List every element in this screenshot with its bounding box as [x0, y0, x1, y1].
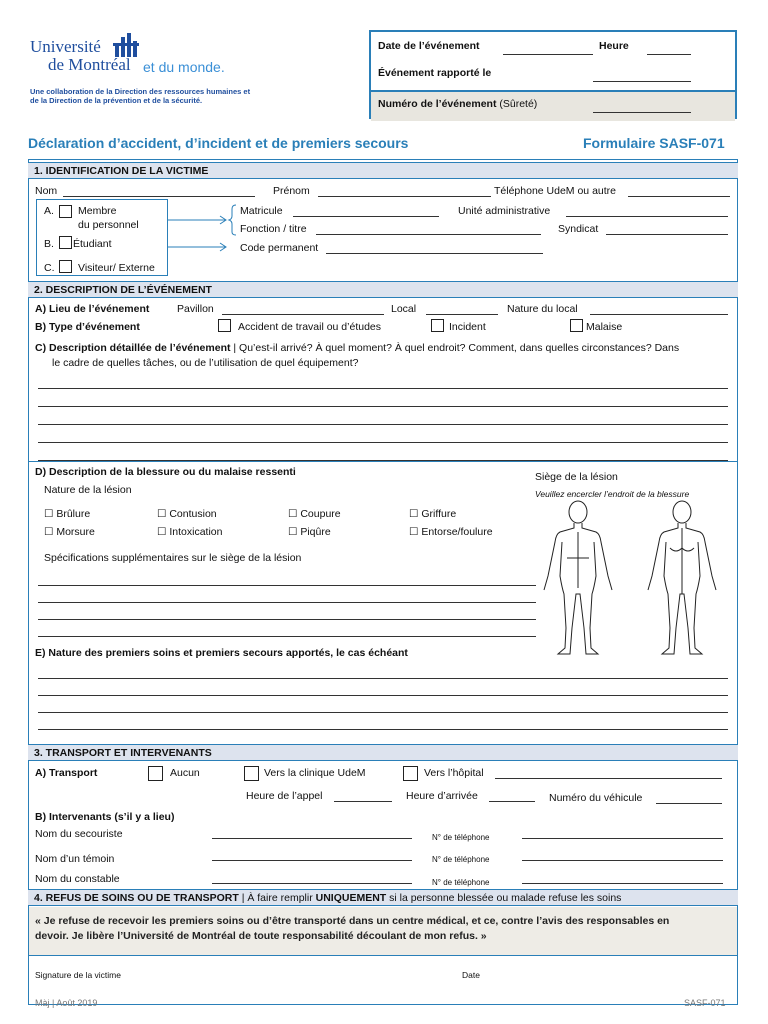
unite-field[interactable] [566, 205, 728, 217]
date-label: Date de l’événement [378, 40, 480, 52]
soins-line-1[interactable] [38, 667, 728, 679]
syndicat-label: Syndicat [558, 223, 599, 235]
injury-piqure[interactable]: ☐ Piqûre [288, 526, 331, 538]
etudiant-label: Étudiant [73, 238, 112, 250]
temoin-field[interactable] [212, 849, 412, 861]
nom-label: Nom [35, 185, 58, 197]
vehicule-field[interactable] [656, 792, 722, 804]
heure-arrivee-label: Heure d’arrivée [406, 790, 478, 802]
description-line-1[interactable] [38, 377, 728, 389]
divider-d [29, 461, 737, 462]
signature-divider [29, 955, 737, 956]
hopital-field[interactable] [495, 767, 722, 779]
specs-line-2[interactable] [38, 591, 536, 603]
injury-label: Intoxication [169, 526, 223, 538]
injury-morsure[interactable]: ☐ Morsure [44, 526, 95, 538]
malaise-label: Malaise [586, 321, 623, 333]
secouriste-label: Nom du secouriste [35, 828, 123, 840]
injury-entorse[interactable]: ☐ Entorse/foulure [409, 526, 493, 538]
heure-appel-label: Heure de l’appel [246, 790, 323, 802]
temoin-tel-label: N° de téléphone [432, 855, 490, 864]
nature-lesion-label: Nature de la lésion [44, 484, 132, 496]
vehicule-label: Numéro du véhicule [549, 792, 643, 804]
section-3-header: 3. TRANSPORT ET INTERVENANTS [28, 744, 738, 761]
rapporte-label: Événement rapporté le [378, 67, 492, 79]
signature-label: Signature de la victime [35, 970, 121, 980]
section-4-sub-bold: UNIQUEMENT [315, 892, 387, 904]
description-label: C) Description détaillée de l’événement [35, 342, 231, 354]
description-line-3[interactable] [38, 413, 728, 425]
constable-label: Nom du constable [35, 873, 120, 885]
description-question [35, 342, 679, 354]
transport-label: A) Transport [35, 767, 98, 779]
unite-label: Unité administrative [458, 205, 551, 217]
incident-checkbox[interactable] [431, 319, 444, 332]
injury-brulure[interactable]: ☐ Brûlure [44, 508, 91, 520]
specs-label: Spécifications supplémentaires sur le siège de la lésion [44, 552, 302, 564]
injury-label: Griffure [421, 508, 457, 520]
heure-appel-field[interactable] [334, 790, 392, 802]
body-back-icon [648, 501, 716, 654]
numero-suffix: (Sûreté) [499, 98, 538, 110]
logo-tagline: et du monde. [143, 59, 225, 75]
clinique-checkbox[interactable] [244, 766, 259, 781]
intervenants-label: B) Intervenants (s’il y a lieu) [35, 811, 175, 823]
soins-line-3[interactable] [38, 701, 728, 713]
fonction-label: Fonction / titre [240, 223, 307, 235]
footer-left: Màj | Août 2019 [35, 998, 98, 1008]
matricule-field[interactable] [293, 205, 439, 217]
refusal-text-1: « Je refuse de recevoir les premiers soins ou d’être transporté dans un centre médical, et ce, contre l’avis des responsables en [35, 915, 670, 927]
body-front-icon [544, 501, 612, 654]
injury-label: Entorse/foulure [421, 526, 493, 538]
membre-label-2: du personnel [78, 219, 139, 231]
opt-a-letter: A. [44, 205, 54, 217]
nature-local-label: Nature du local [507, 303, 578, 315]
section-4-sub2: si la personne blessée ou malade refuse les soins [386, 892, 622, 904]
clinique-label: Vers la clinique UdeM [264, 767, 366, 779]
secouriste-tel-field[interactable] [522, 827, 723, 839]
malaise-checkbox[interactable] [570, 319, 583, 332]
code-label: Code permanent [240, 242, 319, 254]
description-line-2[interactable] [38, 395, 728, 407]
matricule-label: Matricule [240, 205, 283, 217]
soins-line-2[interactable] [38, 684, 728, 696]
constable-tel-field[interactable] [522, 872, 723, 884]
heure-field[interactable] [647, 43, 691, 55]
numero-label-text: Numéro de l’événement [378, 98, 497, 110]
injury-label: Contusion [169, 508, 217, 520]
hopital-checkbox[interactable] [403, 766, 418, 781]
arrow-icons [168, 200, 240, 256]
aucun-checkbox[interactable] [148, 766, 163, 781]
section-4-sub1: | À faire remplir [238, 892, 316, 904]
logo-collaboration: Une collaboration de la Direction des ressources humaines et de la Direction de la prévention et de la sécurité. [30, 87, 251, 105]
injury-contusion[interactable]: ☐ Contusion [157, 508, 217, 520]
constable-field[interactable] [212, 872, 412, 884]
hopital-label: Vers l’hôpital [424, 767, 484, 779]
refusal-text-2: devoir. Je libère l’Université de Montréal de toute responsabilité découlant de mon refus. » [35, 930, 487, 942]
type-label: B) Type d’événement [35, 321, 140, 333]
local-label: Local [391, 303, 417, 315]
etudiant-checkbox[interactable] [59, 236, 72, 249]
blessure-label: D) Description de la blessure ou du malaise ressenti [35, 466, 296, 478]
code-field[interactable] [326, 242, 543, 254]
description-line-4[interactable] [38, 431, 728, 443]
soins-line-4[interactable] [38, 718, 728, 730]
siege-label: Siège de la lésion [535, 471, 618, 483]
membre-checkbox[interactable] [59, 205, 72, 218]
section-4-header [28, 889, 738, 906]
membre-label-1: Membre [78, 205, 117, 217]
secouriste-tel-label: N° de téléphone [432, 833, 490, 842]
prenom-label: Prénom [273, 185, 310, 197]
nom-field[interactable] [63, 185, 255, 197]
rapporte-field[interactable] [593, 70, 691, 82]
prenom-field[interactable] [318, 185, 491, 197]
specs-line-4[interactable] [38, 625, 536, 637]
date-signature-label: Date [462, 970, 480, 980]
logo-montreal: de Montréal [48, 55, 131, 74]
accident-checkbox[interactable] [218, 319, 231, 332]
injury-label: Coupure [300, 508, 341, 520]
secouriste-field[interactable] [212, 827, 412, 839]
telephone-field[interactable] [628, 185, 730, 197]
fonction-field[interactable] [316, 223, 541, 235]
specs-line-3[interactable] [38, 608, 536, 620]
encercler-label: Veuillez encercler l’endroit de la blessure [535, 489, 690, 499]
numero-field[interactable] [593, 101, 691, 113]
section-1-header: 1. IDENTIFICATION DE LA VICTIME [28, 162, 738, 179]
heure-label: Heure [599, 40, 629, 52]
constable-tel-label: N° de téléphone [432, 878, 490, 887]
date-field[interactable] [503, 43, 593, 55]
heure-arrivee-field[interactable] [489, 790, 535, 802]
injury-griffure[interactable]: ☐ Griffure [409, 508, 457, 520]
section-2-header: 2. DESCRIPTION DE L’ÉVÉNEMENT [28, 281, 738, 298]
section-4-title: 4. REFUS DE SOINS OU DE TRANSPORT [34, 892, 239, 904]
description-text-1: | Qu’est-il arrivé? À quel moment? À quel endroit? Comment, dans quelles circonstances? Dans [230, 342, 680, 354]
opt-b-letter: B. [44, 238, 54, 250]
footer-right: SASF-071 [684, 998, 726, 1008]
description-line-5[interactable] [38, 449, 728, 461]
lieu-label: A) Lieu de l’événement [35, 303, 150, 315]
pavillon-field[interactable] [222, 303, 384, 315]
local-field[interactable] [426, 303, 498, 315]
injury-label: Brûlure [56, 508, 91, 520]
temoin-tel-field[interactable] [522, 849, 723, 861]
opt-c-letter: C. [44, 262, 55, 274]
soins-label: E) Nature des premiers soins et premiers secours apportés, le cas échéant [35, 647, 408, 659]
injury-coupure[interactable]: ☐ Coupure [288, 508, 341, 520]
nature-local-field[interactable] [590, 303, 728, 315]
injury-intoxication[interactable]: ☐ Intoxication [157, 526, 223, 538]
telephone-label: Téléphone UdeM ou autre [494, 185, 616, 197]
form-number: Formulaire SASF-071 [583, 135, 725, 151]
syndicat-field[interactable] [606, 223, 728, 235]
injury-label: Piqûre [300, 526, 331, 538]
logo-universite: Université [30, 37, 101, 56]
description-text-2: le cadre de quelles tâches, ou de l’utilisation de quel équipement? [52, 357, 359, 369]
aucun-label: Aucun [170, 767, 200, 779]
pavillon-label: Pavillon [177, 303, 214, 315]
accident-label: Accident de travail ou d’études [238, 321, 382, 333]
visiteur-checkbox[interactable] [59, 260, 72, 273]
specs-line-1[interactable] [38, 574, 536, 586]
visiteur-label: Visiteur/ Externe [78, 262, 155, 274]
numero-label [378, 98, 537, 110]
injury-label: Morsure [56, 526, 95, 538]
form-title: Déclaration d’accident, d’incident et de premiers secours [28, 135, 409, 151]
incident-label: Incident [449, 321, 486, 333]
temoin-label: Nom d’un témoin [35, 853, 115, 865]
body-diagram[interactable] [536, 498, 726, 658]
